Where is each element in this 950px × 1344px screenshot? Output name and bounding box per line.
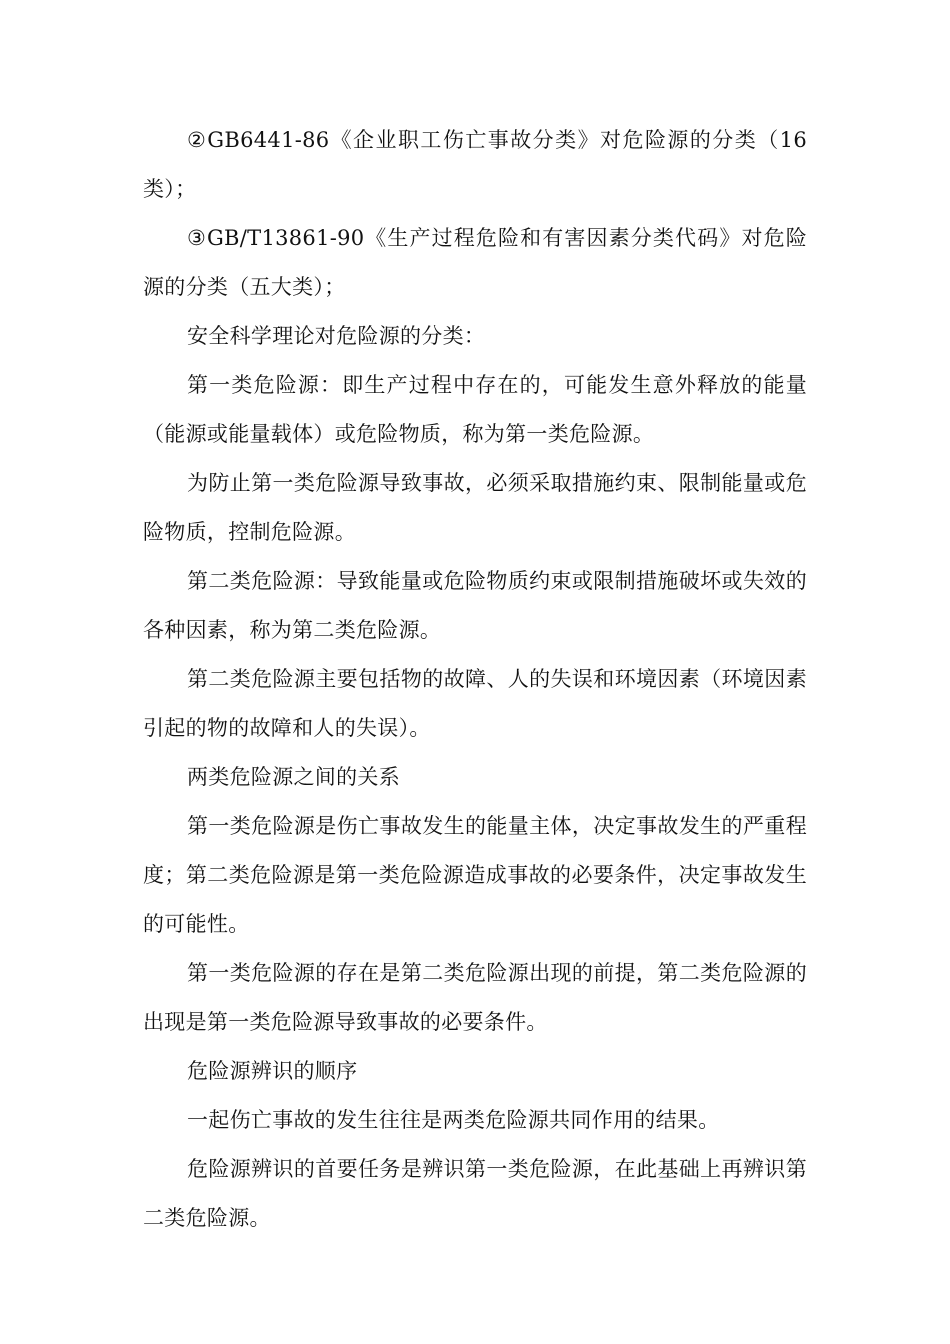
paragraph-first-class-control: 为防止第一类危险源导致事故，必须采取措施约束、限制能量或危险物质，控制危险源。 [143,471,807,544]
paragraph-gbt13861: ③GB/T13861-90《生产过程危险和有害因素分类代码》对危险源的分类（五大类）； [143,226,807,299]
paragraph-relationship-1: 第一类危险源是伤亡事故发生的能量主体，决定事故发生的严重程度；第二类危险源是第一类危险源造成事故的必要条件，决定事故发生的可能性。 [143,814,807,936]
paragraph-identification-1: 一起伤亡事故的发生往往是两类危险源共同作用的结果。 [187,1108,720,1132]
heading-relationship: 两类危险源之间的关系 [187,765,400,789]
heading-identification-order: 危险源辨识的顺序 [187,1059,358,1083]
paragraph-second-class-content: 第二类危险源主要包括物的故障、人的失误和环境因素（环境因素引起的物的故障和人的失误）。 [143,667,807,740]
paragraph-relationship-2: 第一类危险源的存在是第二类危险源出现的前提，第二类危险源的出现是第一类危险源导致事故的必要条件。 [143,961,807,1034]
paragraph-first-class-definition: 第一类危险源：即生产过程中存在的，可能发生意外释放的能量（能源或能量载体）或危险物质，称为第一类危险源。 [143,373,807,446]
paragraph-identification-2: 危险源辨识的首要任务是辨识第一类危险源，在此基础上再辨识第二类危险源。 [143,1157,807,1230]
paragraph-gb6441: ②GB6441-86《企业职工伤亡事故分类》对危险源的分类（16类）； [143,128,807,201]
body-text [143,116,807,1243]
paragraph-safety-theory: 安全科学理论对危险源的分类： [187,324,486,348]
paragraph-second-class-definition: 第二类危险源：导致能量或危险物质约束或限制措施破坏或失效的各种因素，称为第二类危险源。 [143,569,807,642]
